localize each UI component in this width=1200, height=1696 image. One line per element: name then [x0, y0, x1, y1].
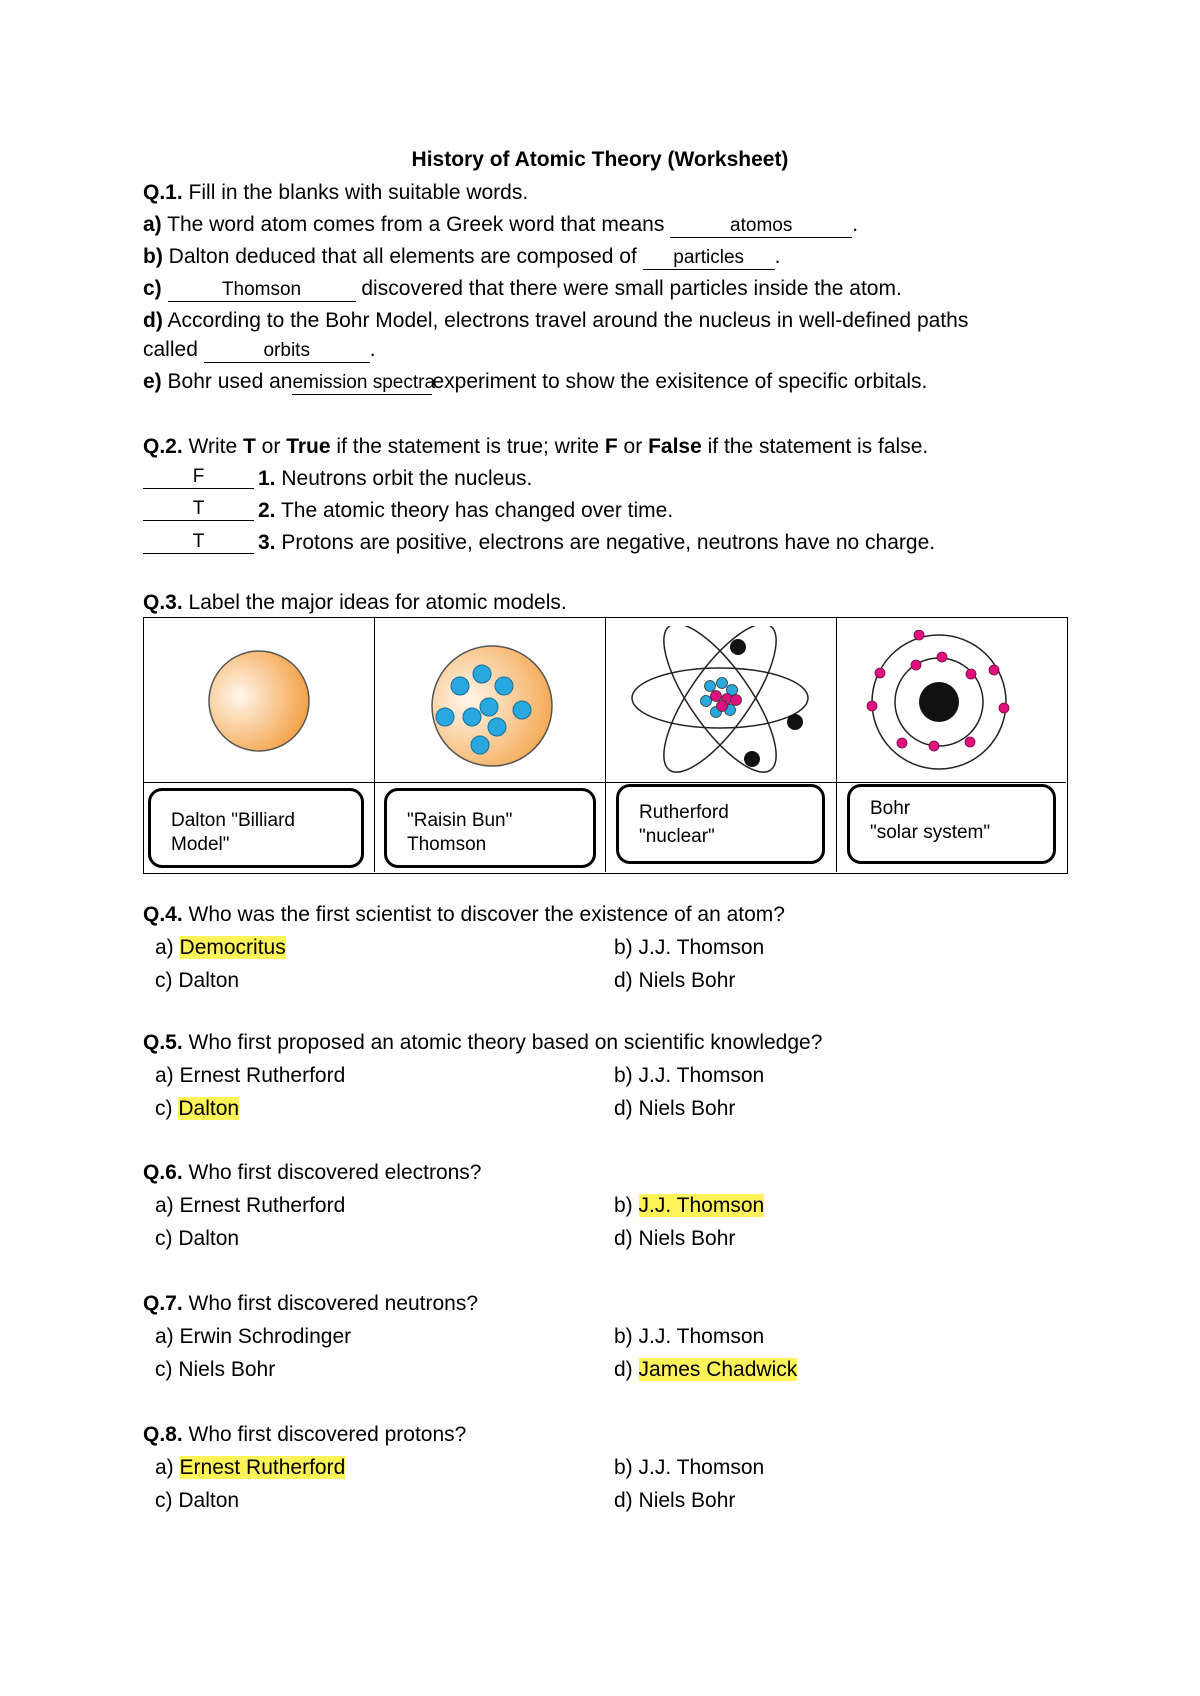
thomson-model-image: [427, 641, 557, 771]
question-8: [143, 1422, 466, 1448]
q1c-label: c): [143, 277, 162, 300]
option-letter: a): [155, 936, 174, 959]
option-letter: c): [155, 969, 173, 992]
q1a-text: The word atom comes from a Greek word that means: [167, 213, 665, 236]
option-text: Ernest Rutherford: [179, 1194, 346, 1217]
question-7: [143, 1291, 478, 1317]
option-letter: d): [614, 1489, 633, 1512]
q1d-answer-blank[interactable]: orbits: [204, 340, 370, 363]
option-letter: c): [155, 1358, 173, 1381]
option-letter: b): [614, 1194, 633, 1217]
atomic-models-table: [143, 617, 1068, 874]
thomson-label-line1: "Raisin Bun": [407, 810, 513, 831]
thomson-label-line2: Thomson: [407, 834, 487, 855]
q1b-after: .: [774, 245, 781, 268]
answer-option[interactable]: [614, 1357, 797, 1383]
option-letter: c): [155, 1489, 173, 1512]
q1-number: Q.1.: [143, 181, 183, 204]
answer-option[interactable]: [614, 1488, 735, 1514]
page-title: History of Atomic Theory (Worksheet): [411, 148, 789, 171]
option-letter: b): [614, 1064, 633, 1087]
answer-option[interactable]: [614, 1455, 764, 1481]
q2-item1-answer-blank[interactable]: F: [143, 466, 254, 489]
q1a-answer-blank[interactable]: atomos: [670, 215, 852, 238]
option-letter: b): [614, 936, 633, 959]
option-text: Ernest Rutherford: [179, 1064, 346, 1087]
rutherford-label-box[interactable]: [616, 784, 825, 864]
option-letter: b): [614, 1325, 633, 1348]
q1b-label: b): [143, 245, 163, 268]
q2-text-3: if the statement is false.: [707, 435, 929, 458]
option-text: Erwin Schrodinger: [179, 1325, 352, 1348]
answer-option[interactable]: [155, 1357, 275, 1383]
option-text: J.J. Thomson: [638, 1064, 765, 1087]
q2-item3-text: Protons are positive, electrons are negative, neutrons have no charge.: [281, 531, 936, 554]
rutherford-label-line2: "nuclear": [639, 826, 715, 847]
option-letter: d): [614, 969, 633, 992]
q2-f: F: [604, 435, 618, 458]
option-letter: d): [614, 1097, 633, 1120]
q1b-answer-blank[interactable]: particles: [643, 247, 775, 270]
answer-option[interactable]: [155, 1226, 239, 1252]
q1d-after: .: [369, 338, 376, 361]
highlighted-answer: Democritus: [179, 936, 286, 959]
q2-number: Q.2.: [143, 435, 183, 458]
q1e-text: Bohr used an: [167, 370, 293, 393]
q3-heading: [143, 590, 567, 616]
answer-option[interactable]: [155, 1063, 345, 1089]
option-text: Dalton: [178, 969, 240, 992]
q1a-label: a): [143, 213, 162, 236]
answer-option[interactable]: [155, 1096, 239, 1122]
question-text: Who was the first scientist to discover the existence of an atom?: [188, 903, 785, 926]
bohr-model-image: [865, 630, 1015, 775]
answer-option[interactable]: [155, 1193, 345, 1219]
q2-t: T: [243, 435, 256, 458]
rutherford-label-line1: Rutherford: [639, 802, 729, 823]
q1b-text: Dalton deduced that all elements are composed of: [168, 245, 637, 268]
dalton-label-line2: Model": [171, 834, 230, 855]
q2-item1: [258, 466, 532, 492]
bohr-label-line1: Bohr: [870, 798, 911, 819]
q2-item2-text: The atomic theory has changed over time.: [280, 499, 674, 522]
option-text: Niels Bohr: [638, 1097, 736, 1120]
dalton-model-image: [204, 646, 314, 756]
option-letter: c): [155, 1227, 173, 1250]
q1e-line: [143, 369, 927, 395]
option-letter: b): [614, 1456, 633, 1479]
highlighted-answer: Ernest Rutherford: [179, 1456, 346, 1479]
q1d-label: d): [143, 309, 163, 332]
question-text: Who first proposed an atomic theory based on scientific knowledge?: [188, 1031, 823, 1054]
question-text: Who first discovered neutrons?: [188, 1292, 478, 1315]
option-letter: a): [155, 1064, 174, 1087]
q2-text-2: if the statement is true; write: [336, 435, 600, 458]
q1d-line1: [143, 308, 968, 334]
highlighted-answer: J.J. Thomson: [638, 1194, 765, 1217]
q1e-after: experiment to show the exisitence of specific orbitals.: [432, 370, 928, 393]
question-number: Q.8.: [143, 1423, 183, 1446]
option-text: J.J. Thomson: [638, 936, 765, 959]
q2-item3-num: 3.: [258, 531, 276, 554]
question-6: [143, 1160, 482, 1186]
q1e-label: e): [143, 370, 162, 393]
option-letter: a): [155, 1194, 174, 1217]
q2-item2-answer-blank[interactable]: T: [143, 498, 254, 521]
question-text: Who first discovered electrons?: [188, 1161, 482, 1184]
answer-option[interactable]: [614, 935, 764, 961]
option-text: J.J. Thomson: [638, 1456, 765, 1479]
question-4: [143, 902, 785, 928]
q2-heading: [143, 434, 928, 460]
q1c-line: [143, 276, 902, 302]
option-text: Niels Bohr: [638, 969, 736, 992]
answer-option[interactable]: [155, 1488, 239, 1514]
option-text: Dalton: [178, 1489, 240, 1512]
q3-number: Q.3.: [143, 591, 183, 614]
q2-item2-num: 2.: [258, 499, 276, 522]
highlighted-answer: Dalton: [178, 1097, 240, 1120]
option-text: Niels Bohr: [638, 1227, 736, 1250]
q2-or-2: or: [623, 435, 643, 458]
q1b-line: [143, 244, 780, 270]
q1c-text: discovered that there were small particles inside the atom.: [361, 277, 902, 300]
dalton-label-box[interactable]: [148, 788, 364, 868]
q2-or-1: or: [261, 435, 281, 458]
bohr-label-line2: "solar system": [870, 822, 991, 843]
rutherford-model-image: [612, 626, 832, 776]
q2-item2: [258, 498, 673, 524]
q1-prompt: Fill in the blanks with suitable words.: [188, 181, 529, 204]
dalton-label-line1: Dalton "Billiard: [171, 810, 295, 831]
q2-text-1: Write: [188, 435, 238, 458]
option-text: Niels Bohr: [178, 1358, 276, 1381]
option-letter: c): [155, 1097, 173, 1120]
q1e-answer-blank[interactable]: emission spectra: [292, 372, 436, 393]
q1d-text: According to the Bohr Model, electrons travel around the nucleus in well-defined paths: [167, 309, 969, 332]
q1c-answer-blank[interactable]: Thomson: [168, 279, 356, 302]
question-5: [143, 1030, 822, 1056]
option-letter: a): [155, 1325, 174, 1348]
option-letter: d): [614, 1358, 633, 1381]
answer-option[interactable]: [614, 968, 735, 994]
option-text: Dalton: [178, 1227, 240, 1250]
q1a-after: .: [852, 213, 859, 236]
bohr-label-box[interactable]: [847, 784, 1056, 864]
question-number: Q.5.: [143, 1031, 183, 1054]
answer-option[interactable]: [155, 1455, 345, 1481]
q1d-called: called: [143, 338, 198, 361]
answer-option[interactable]: [155, 935, 286, 961]
q1-heading: [143, 180, 528, 206]
question-number: Q.7.: [143, 1292, 183, 1315]
q2-true: True: [286, 435, 331, 458]
answer-option[interactable]: [155, 1324, 351, 1350]
q2-item3-answer-blank[interactable]: T: [143, 531, 254, 554]
answer-option[interactable]: [614, 1096, 735, 1122]
highlighted-answer: James Chadwick: [638, 1358, 798, 1381]
option-text: Niels Bohr: [638, 1489, 736, 1512]
option-letter: d): [614, 1227, 633, 1250]
q3-prompt: Label the major ideas for atomic models.: [188, 591, 567, 614]
answer-option[interactable]: [155, 968, 239, 994]
q2-false: False: [648, 435, 702, 458]
q2-item1-num: 1.: [258, 467, 276, 490]
answer-option[interactable]: [614, 1324, 764, 1350]
answer-option[interactable]: [614, 1063, 764, 1089]
option-letter: a): [155, 1456, 174, 1479]
answer-option[interactable]: [614, 1193, 764, 1219]
q1d-line2: [143, 337, 376, 363]
question-number: Q.4.: [143, 903, 183, 926]
q2-item3: [258, 530, 935, 556]
thomson-label-box[interactable]: [384, 788, 596, 868]
question-number: Q.6.: [143, 1161, 183, 1184]
q2-item1-text: Neutrons orbit the nucleus.: [281, 467, 533, 490]
q1a-line: [143, 212, 858, 238]
question-text: Who first discovered protons?: [188, 1423, 467, 1446]
table-row-divider: [144, 782, 1066, 783]
option-text: J.J. Thomson: [638, 1325, 765, 1348]
answer-option[interactable]: [614, 1226, 735, 1252]
